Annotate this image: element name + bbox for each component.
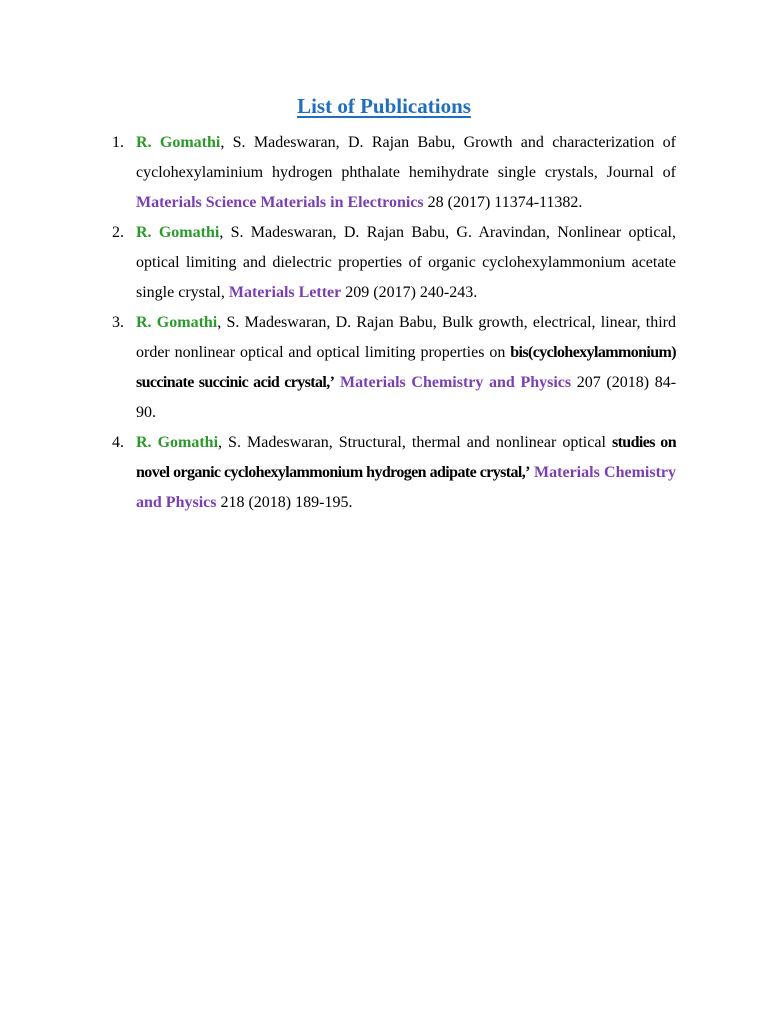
publication-item-4 (0, 428, 768, 518)
publication-author: R. Gomathi (136, 434, 219, 451)
publication-volume: 209 (2017) 240-243. (341, 284, 478, 301)
publication-number: 2. (112, 224, 124, 241)
publication-item-3 (0, 308, 768, 428)
publication-citation (136, 308, 676, 428)
publication-citation (136, 128, 676, 218)
publication-details: , S. Madeswaran, D. Rajan Babu, Growth and characterization of cyclohexylaminium hydrogen phthalate hemihydrate single crystals, Journal of (136, 134, 677, 181)
publication-details: , S. Madeswaran, Structural, thermal and nonlinear optical (218, 434, 612, 451)
publication-details: , S. Madeswaran, D. Rajan Babu, G. Aravindan, Nonlinear optical, optical limiting and dielectric properties of organic cyclohexylammonium acetate single crystal, (136, 224, 677, 301)
publication-journal: Materials Chemistry and Physics (136, 464, 676, 511)
publication-author: R. Gomathi (136, 134, 221, 151)
publication-list (0, 128, 768, 518)
publication-title-bold: bis(cyclohexylammonium) succinate succinic acid crystal,’ (136, 344, 676, 391)
publication-volume: 207 (2018) 84-90. (136, 374, 677, 421)
publication-number: 1. (112, 134, 124, 151)
publication-item-1 (0, 128, 768, 218)
publication-volume: 28 (2017) 11374-11382. (423, 194, 583, 211)
publication-details: , S. Madeswaran, D. Rajan Babu, Bulk growth, electrical, linear, third order nonlinear optical and optical limiting properties on (136, 314, 677, 361)
publication-author: R. Gomathi (136, 224, 220, 241)
publication-author: R. Gomathi (136, 314, 218, 331)
publication-citation (136, 218, 676, 308)
publication-number: 4. (112, 434, 124, 451)
publication-citation (136, 428, 676, 518)
publication-journal: Materials Letter (228, 284, 342, 301)
publication-journal: Materials Science Materials in Electronics (136, 194, 424, 211)
page-title: List of Publications (297, 94, 471, 118)
publication-volume: 218 (2018) 189-195. (216, 494, 353, 511)
publication-number: 3. (112, 314, 124, 331)
publication-item-2 (0, 218, 768, 308)
publication-title-bold: studies on novel organic cyclohexylammonium hydrogen adipate crystal,’ (136, 434, 676, 481)
publication-journal: Materials Chemistry and Physics (334, 374, 572, 391)
